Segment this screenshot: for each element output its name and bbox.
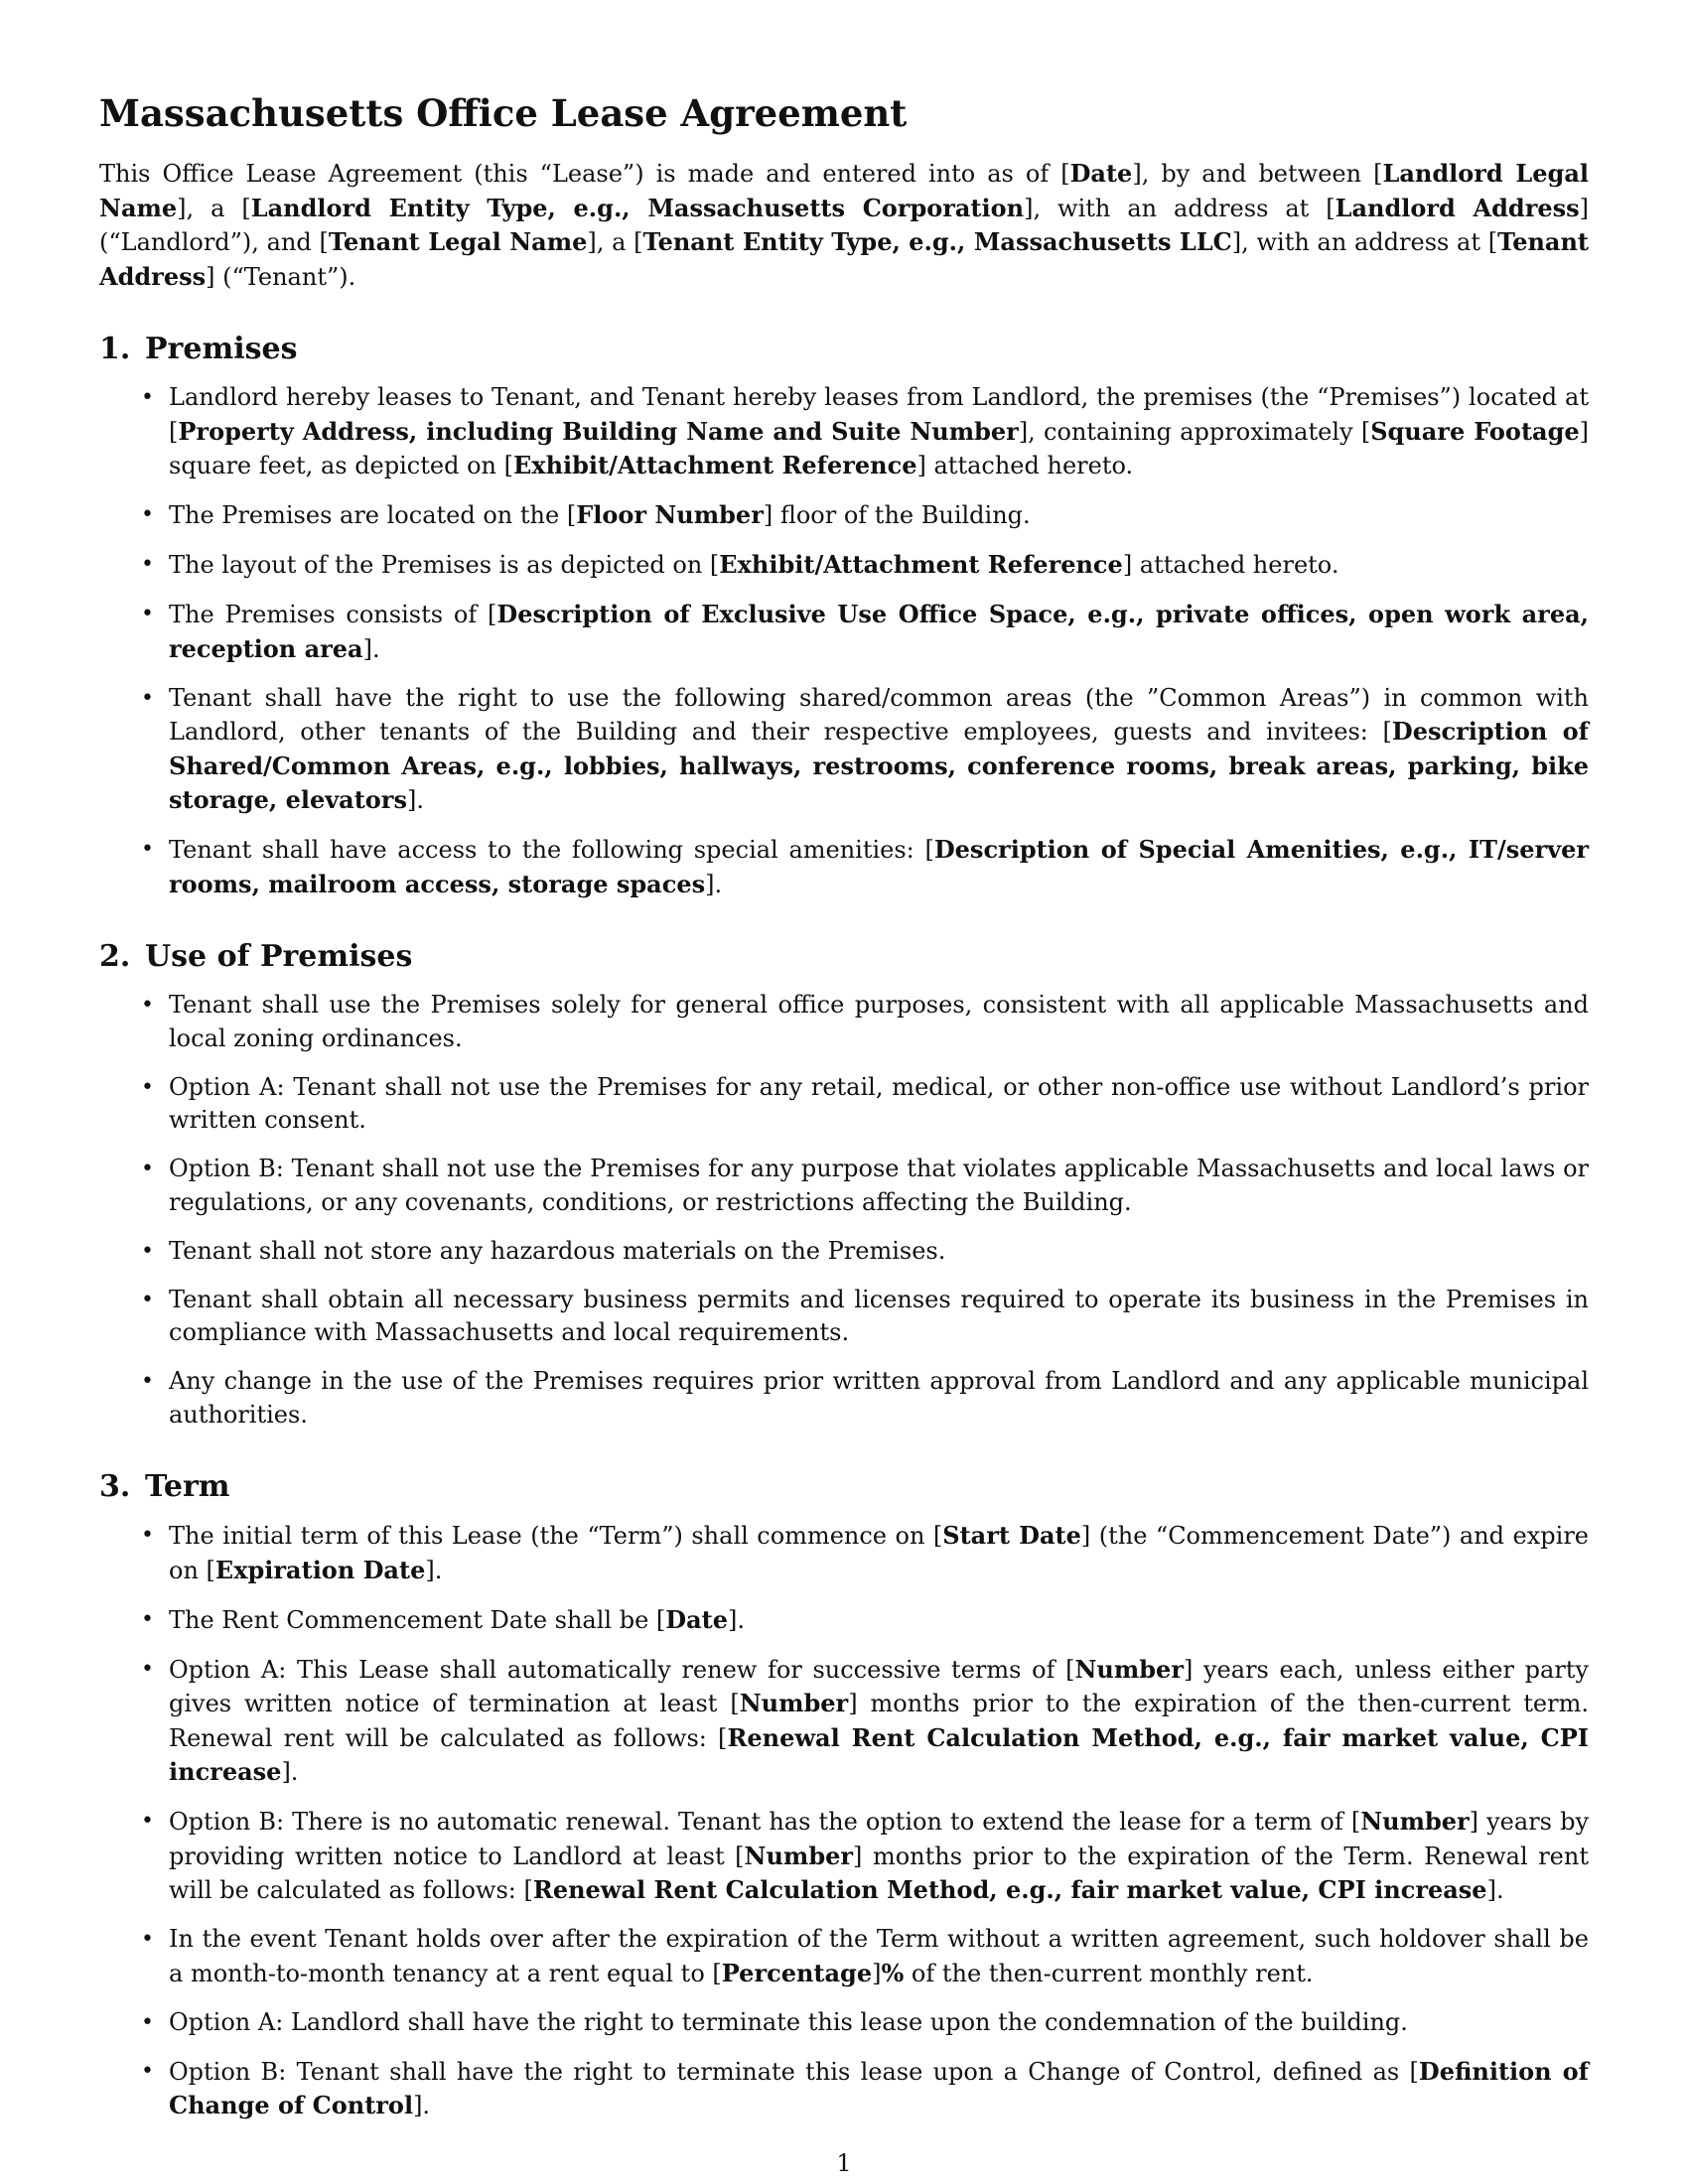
text-run: Any change in the use of the Premises requires prior written approval from Landlord and any applicable municipal authorities. bbox=[169, 1367, 1589, 1429]
list-item bbox=[99, 2055, 1589, 2123]
placeholder-field: Definition of Change of Control bbox=[169, 2056, 1589, 2119]
list-item bbox=[99, 1235, 1589, 1269]
text-run: Option A: This Lease shall automatically renew for successive terms of [ bbox=[169, 1655, 1075, 1684]
placeholder-field: Tenant Entity Type, e.g., Massachusetts LLC bbox=[642, 227, 1232, 256]
placeholder-field: Expiration Date bbox=[214, 1555, 426, 1584]
text-run: Option B: Tenant shall have the right to terminate this lease upon a Change of Control, defined as [ bbox=[169, 2057, 1419, 2086]
placeholder-field: Percentage bbox=[721, 1958, 873, 1987]
placeholder-field: Square Footage bbox=[1370, 416, 1580, 446]
page-number: 1 bbox=[836, 2149, 852, 2177]
text-run: ] months prior to the expiration of the then-current term. Renewal rent will be calculated as follows: [ bbox=[169, 1690, 1589, 1752]
text-run: The Rent Commencement Date shall be [ bbox=[169, 1605, 666, 1634]
bullet-list bbox=[99, 989, 1589, 1432]
section-title: Premises bbox=[145, 332, 298, 366]
placeholder-field: Landlord Address bbox=[1335, 193, 1580, 222]
text-run: The initial term of this Lease (the “Term”) shall commence on [ bbox=[169, 1522, 943, 1550]
list-item bbox=[99, 1153, 1589, 1219]
list-item bbox=[99, 2006, 1589, 2040]
placeholder-field: % bbox=[881, 1958, 905, 1987]
text-run: ], by and between [ bbox=[1132, 160, 1383, 188]
list-item bbox=[99, 598, 1589, 666]
text-run: ] years each, unless either party gives written notice of termination at least [ bbox=[169, 1655, 1589, 1717]
text-run: ], with an address at [ bbox=[1024, 194, 1336, 222]
list-item bbox=[99, 498, 1589, 533]
intro-paragraph bbox=[99, 157, 1589, 294]
text-run: ] floor of the Building. bbox=[763, 501, 1031, 529]
placeholder-field: Tenant Address bbox=[99, 227, 1590, 291]
text-run: ]. bbox=[728, 1605, 745, 1634]
text-run: ] (“Tenant”). bbox=[206, 262, 356, 291]
list-item bbox=[99, 1519, 1589, 1587]
list-item bbox=[99, 1653, 1589, 1790]
placeholder-field: Number bbox=[739, 1689, 849, 1717]
text-run: The layout of the Premises is as depicted on [ bbox=[169, 551, 720, 579]
text-run: The Premises are located on the [ bbox=[169, 501, 577, 529]
section-number: 3. bbox=[99, 1469, 131, 1504]
bullet-list bbox=[99, 381, 1589, 901]
placeholder-field: Renewal Rent Calculation Method, e.g., fair market value, CPI increase bbox=[169, 1722, 1590, 1786]
placeholder-field: Property Address, including Building Name and Suite Number bbox=[178, 416, 1019, 446]
text-run: ]. bbox=[281, 1758, 299, 1786]
text-run: ]. bbox=[705, 870, 723, 898]
text-run: ], with an address at [ bbox=[1231, 228, 1498, 256]
text-run: Tenant shall use the Premises solely for general office purposes, consistent with all applicable Massachusetts and local zoning ordinances. bbox=[169, 991, 1589, 1052]
section-number: 2. bbox=[99, 939, 131, 974]
text-run: ] bbox=[872, 1959, 882, 1987]
placeholder-field: Date bbox=[665, 1604, 728, 1634]
list-item bbox=[99, 548, 1589, 583]
document-title: Massachusetts Office Lease Agreement bbox=[99, 91, 908, 135]
section-number: 1. bbox=[99, 332, 131, 366]
placeholder-field: Number bbox=[1074, 1654, 1184, 1684]
placeholder-field: Landlord Legal Name bbox=[99, 159, 1590, 222]
list-item bbox=[99, 1284, 1589, 1350]
document-page bbox=[99, 0, 1589, 2138]
list-item bbox=[99, 1923, 1589, 1990]
text-run: In the event Tenant holds over after the expiration of the Term without a written agreement, such holdover shall be a month-to-month tenancy at a rent equal to [ bbox=[169, 1925, 1589, 1987]
placeholder-field: Exhibit/Attachment Reference bbox=[719, 550, 1123, 579]
text-run: ]. bbox=[425, 1556, 443, 1584]
section-heading bbox=[99, 1469, 1589, 1505]
list-item bbox=[99, 833, 1589, 901]
bullet-list bbox=[99, 1519, 1589, 2123]
text-run: Tenant shall have the right to use the following shared/common areas (the ”Common Areas”) in common with Landlord, other tenants of the Building and their respective employees, guests and invitees: [ bbox=[169, 683, 1589, 746]
section-term bbox=[99, 1469, 1589, 2123]
placeholder-field: Description of Shared/Common Areas, e.g., lobbies, hallways, restrooms, conference rooms, break areas, parking, bike storage, elevators bbox=[169, 717, 1589, 814]
text-run: Option B: There is no automatic renewal. Tenant has the option to extend the lease for a term of [ bbox=[169, 1808, 1361, 1836]
text-run: ], containing approximately [ bbox=[1018, 417, 1371, 446]
text-run: ]. bbox=[1486, 1876, 1504, 1904]
text-run: Tenant shall have access to the following special amenities: [ bbox=[169, 836, 934, 864]
section-heading bbox=[99, 332, 1589, 367]
text-run: ], a [ bbox=[177, 194, 251, 222]
placeholder-field: Renewal Rent Calculation Method, e.g., fair market value, CPI increase bbox=[532, 1875, 1487, 1904]
section-use-of-premises bbox=[99, 939, 1589, 1432]
placeholder-field: Exhibit/Attachment Reference bbox=[512, 451, 917, 479]
list-item bbox=[99, 1603, 1589, 1638]
placeholder-field: Description of Exclusive Use Office Space, e.g., private offices, open work area, reception area bbox=[169, 600, 1589, 663]
text-run: ] attached hereto. bbox=[1122, 551, 1339, 579]
list-item bbox=[99, 381, 1589, 483]
text-run: ] (“Landlord”), and [ bbox=[99, 194, 1590, 256]
placeholder-field: Tenant Legal Name bbox=[328, 227, 588, 256]
text-run: ] (the “Commencement Date”) and expire on [ bbox=[169, 1522, 1589, 1584]
text-run: ] months prior to the expiration of the Term. Renewal rent will be calculated as follows: [ bbox=[169, 1842, 1589, 1904]
text-run: The Premises consists of [ bbox=[169, 601, 497, 628]
text-run: Option B: Tenant shall not use the Premises for any purpose that violates applicable Massachusetts and local laws or regulations, or any covenants, conditions, or restrictions affecting the Building. bbox=[169, 1155, 1589, 1216]
text-run: ], a [ bbox=[587, 228, 643, 256]
text-run: Tenant shall obtain all necessary business permits and licenses required to operate its business in the Premises in compliance with Massachusetts and local requirements. bbox=[169, 1285, 1589, 1346]
placeholder-field: Number bbox=[1360, 1807, 1470, 1836]
text-run: Option A: Landlord shall have the right to terminate this lease upon the condemnation of the building. bbox=[169, 2007, 1408, 2036]
section-heading bbox=[99, 939, 1589, 975]
section-premises bbox=[99, 332, 1589, 901]
list-item bbox=[99, 1805, 1589, 1908]
placeholder-field: Description of Special Amenities, e.g., IT/server rooms, mailroom access, storage spaces bbox=[169, 835, 1589, 898]
text-run: Landlord hereby leases to Tenant, and Tenant hereby leases from Landlord, the premises (the “Premises”) located at [ bbox=[169, 383, 1589, 446]
placeholder-field: Landlord Entity Type, e.g., Massachusetts Corporation bbox=[250, 193, 1025, 222]
placeholder-field: Date bbox=[1069, 159, 1133, 188]
text-run: Tenant shall not store any hazardous materials on the Premises. bbox=[169, 1236, 946, 1265]
placeholder-field: Floor Number bbox=[576, 500, 764, 529]
list-item bbox=[99, 989, 1589, 1055]
section-title: Use of Premises bbox=[145, 939, 413, 974]
text-run: ] attached hereto. bbox=[916, 452, 1134, 479]
placeholder-field: Start Date bbox=[942, 1521, 1081, 1550]
text-run: Option A: Tenant shall not use the Premises for any retail, medical, or other non-office use without Landlord’s prior written consent. bbox=[169, 1072, 1589, 1134]
text-run: ] years by providing written notice to Landlord at least [ bbox=[169, 1808, 1589, 1870]
list-item bbox=[99, 682, 1589, 818]
text-run: of the then-current monthly rent. bbox=[904, 1959, 1314, 1987]
list-item bbox=[99, 1071, 1589, 1138]
placeholder-field: Number bbox=[744, 1841, 854, 1870]
section-title: Term bbox=[145, 1469, 230, 1504]
list-item bbox=[99, 1365, 1589, 1432]
text-run: ]. bbox=[406, 786, 424, 814]
text-run: This Office Lease Agreement (this “Lease”) is made and entered into as of [ bbox=[99, 160, 1070, 188]
text-run: ]. bbox=[362, 634, 380, 663]
text-run: ]. bbox=[413, 2092, 431, 2119]
text-run: ] square feet, as depicted on [ bbox=[169, 417, 1590, 479]
